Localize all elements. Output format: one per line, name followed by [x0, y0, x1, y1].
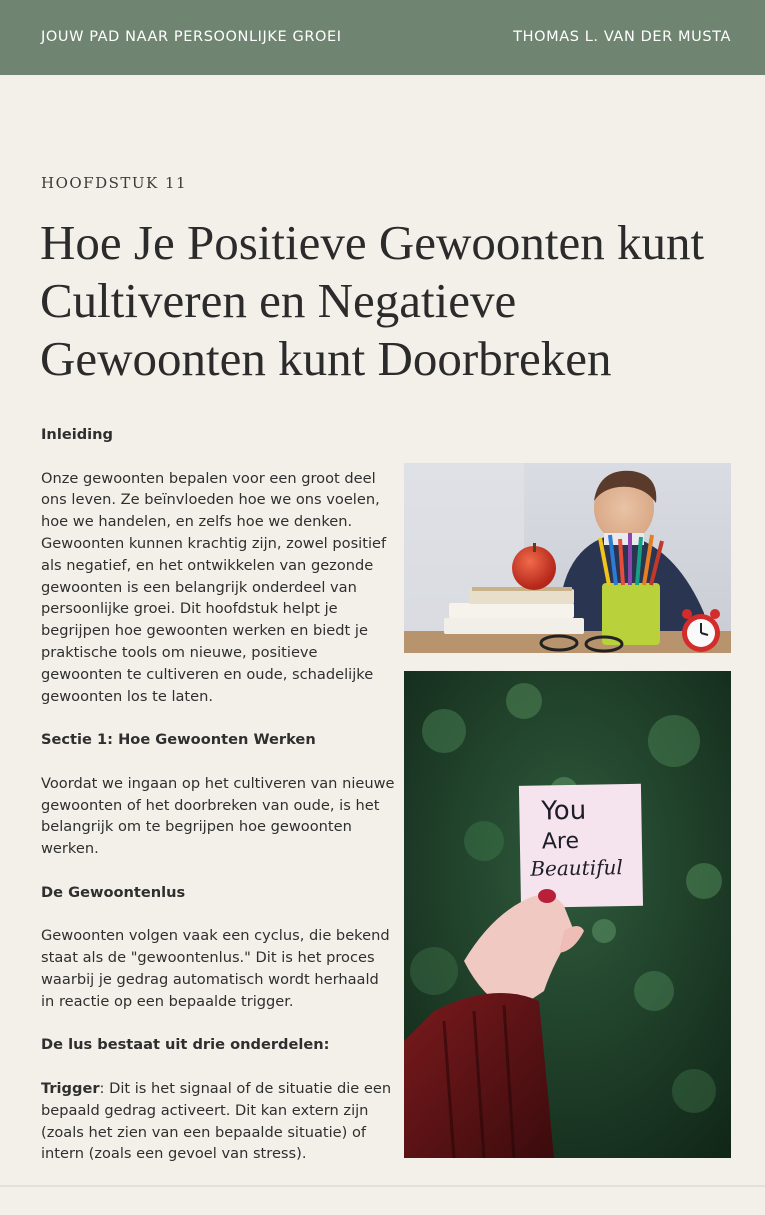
trigger-label: Trigger — [41, 1079, 100, 1097]
parts-heading: De lus bestaat uit drie onderdelen: — [41, 1036, 330, 1054]
boy-with-books-photo — [404, 463, 731, 653]
svg-text:You: You — [541, 795, 587, 827]
trigger-paragraph — [41, 1078, 396, 1165]
intro-heading: Inleiding — [41, 426, 114, 443]
chapter-title: Hoe Je Positieve Gewoonten kunt Cultiveren en Negatieve Gewoonten kunt Doorbreken — [40, 215, 705, 386]
chapter-label: HOOFDSTUK 11 — [41, 174, 188, 192]
body-text-column — [41, 424, 396, 1187]
loop-paragraph: Gewoonten volgen vaak een cyclus, die bekend staat als de "gewoontenlus." Dit is het proces waarbij je gedrag automatisch wordt herhaald in reactie op een bepaalde trigger. — [41, 927, 390, 1010]
svg-text:Are: Are — [541, 828, 580, 855]
author-name: THOMAS L. VAN DER MUSTA — [513, 29, 731, 45]
page-divider — [0, 1185, 765, 1187]
page-header — [0, 0, 765, 75]
section1-heading: Sectie 1: Hoe Gewoonten Werken — [41, 731, 316, 749]
section1-paragraph: Voordat we ingaan op het cultiveren van nieuwe gewoonten of het doorbreken van oude, is het belangrijk om te begrijpen hoe gewoonten werken. — [41, 774, 395, 858]
sticky-note-photo — [404, 671, 731, 1158]
boy-with-books-apple-pencils-clock-photo-icon — [404, 463, 731, 653]
book-title: JOUW PAD NAAR PERSOONLIJKE GROEI — [41, 29, 342, 45]
svg-text:Beautiful: Beautiful — [530, 855, 624, 881]
intro-paragraph: Onze gewoonten bepalen voor een groot deel ons leven. Ze beïnvloeden hoe we ons voelen, hoe we handelen, en zelfs hoe we denken. Gewoonten kunnen krachtig zijn, zowel positief als negatief, en het ontwikkelen van gezonde gewoonten is een belangrijk onderdeel van persoonlijke groei. Dit hoofdstuk helpt je begrijpen hoe gewoonten werken en biedt je praktische tools om nieuwe, positieve gewoonten te cultiveren en oude, schadelijke gewoonten los te laten. — [41, 469, 387, 705]
hand-holding-sticky-note-photo-icon — [404, 671, 731, 1158]
trigger-text: : Dit is het signaal of de situatie die een bepaald gedrag activeert. Dit kan extern zijn (zoals het zien van een bepaalde situatie) of intern (zoals een gevoel van stress). — [41, 1079, 392, 1163]
loop-heading: De Gewoontenlus — [41, 883, 186, 901]
